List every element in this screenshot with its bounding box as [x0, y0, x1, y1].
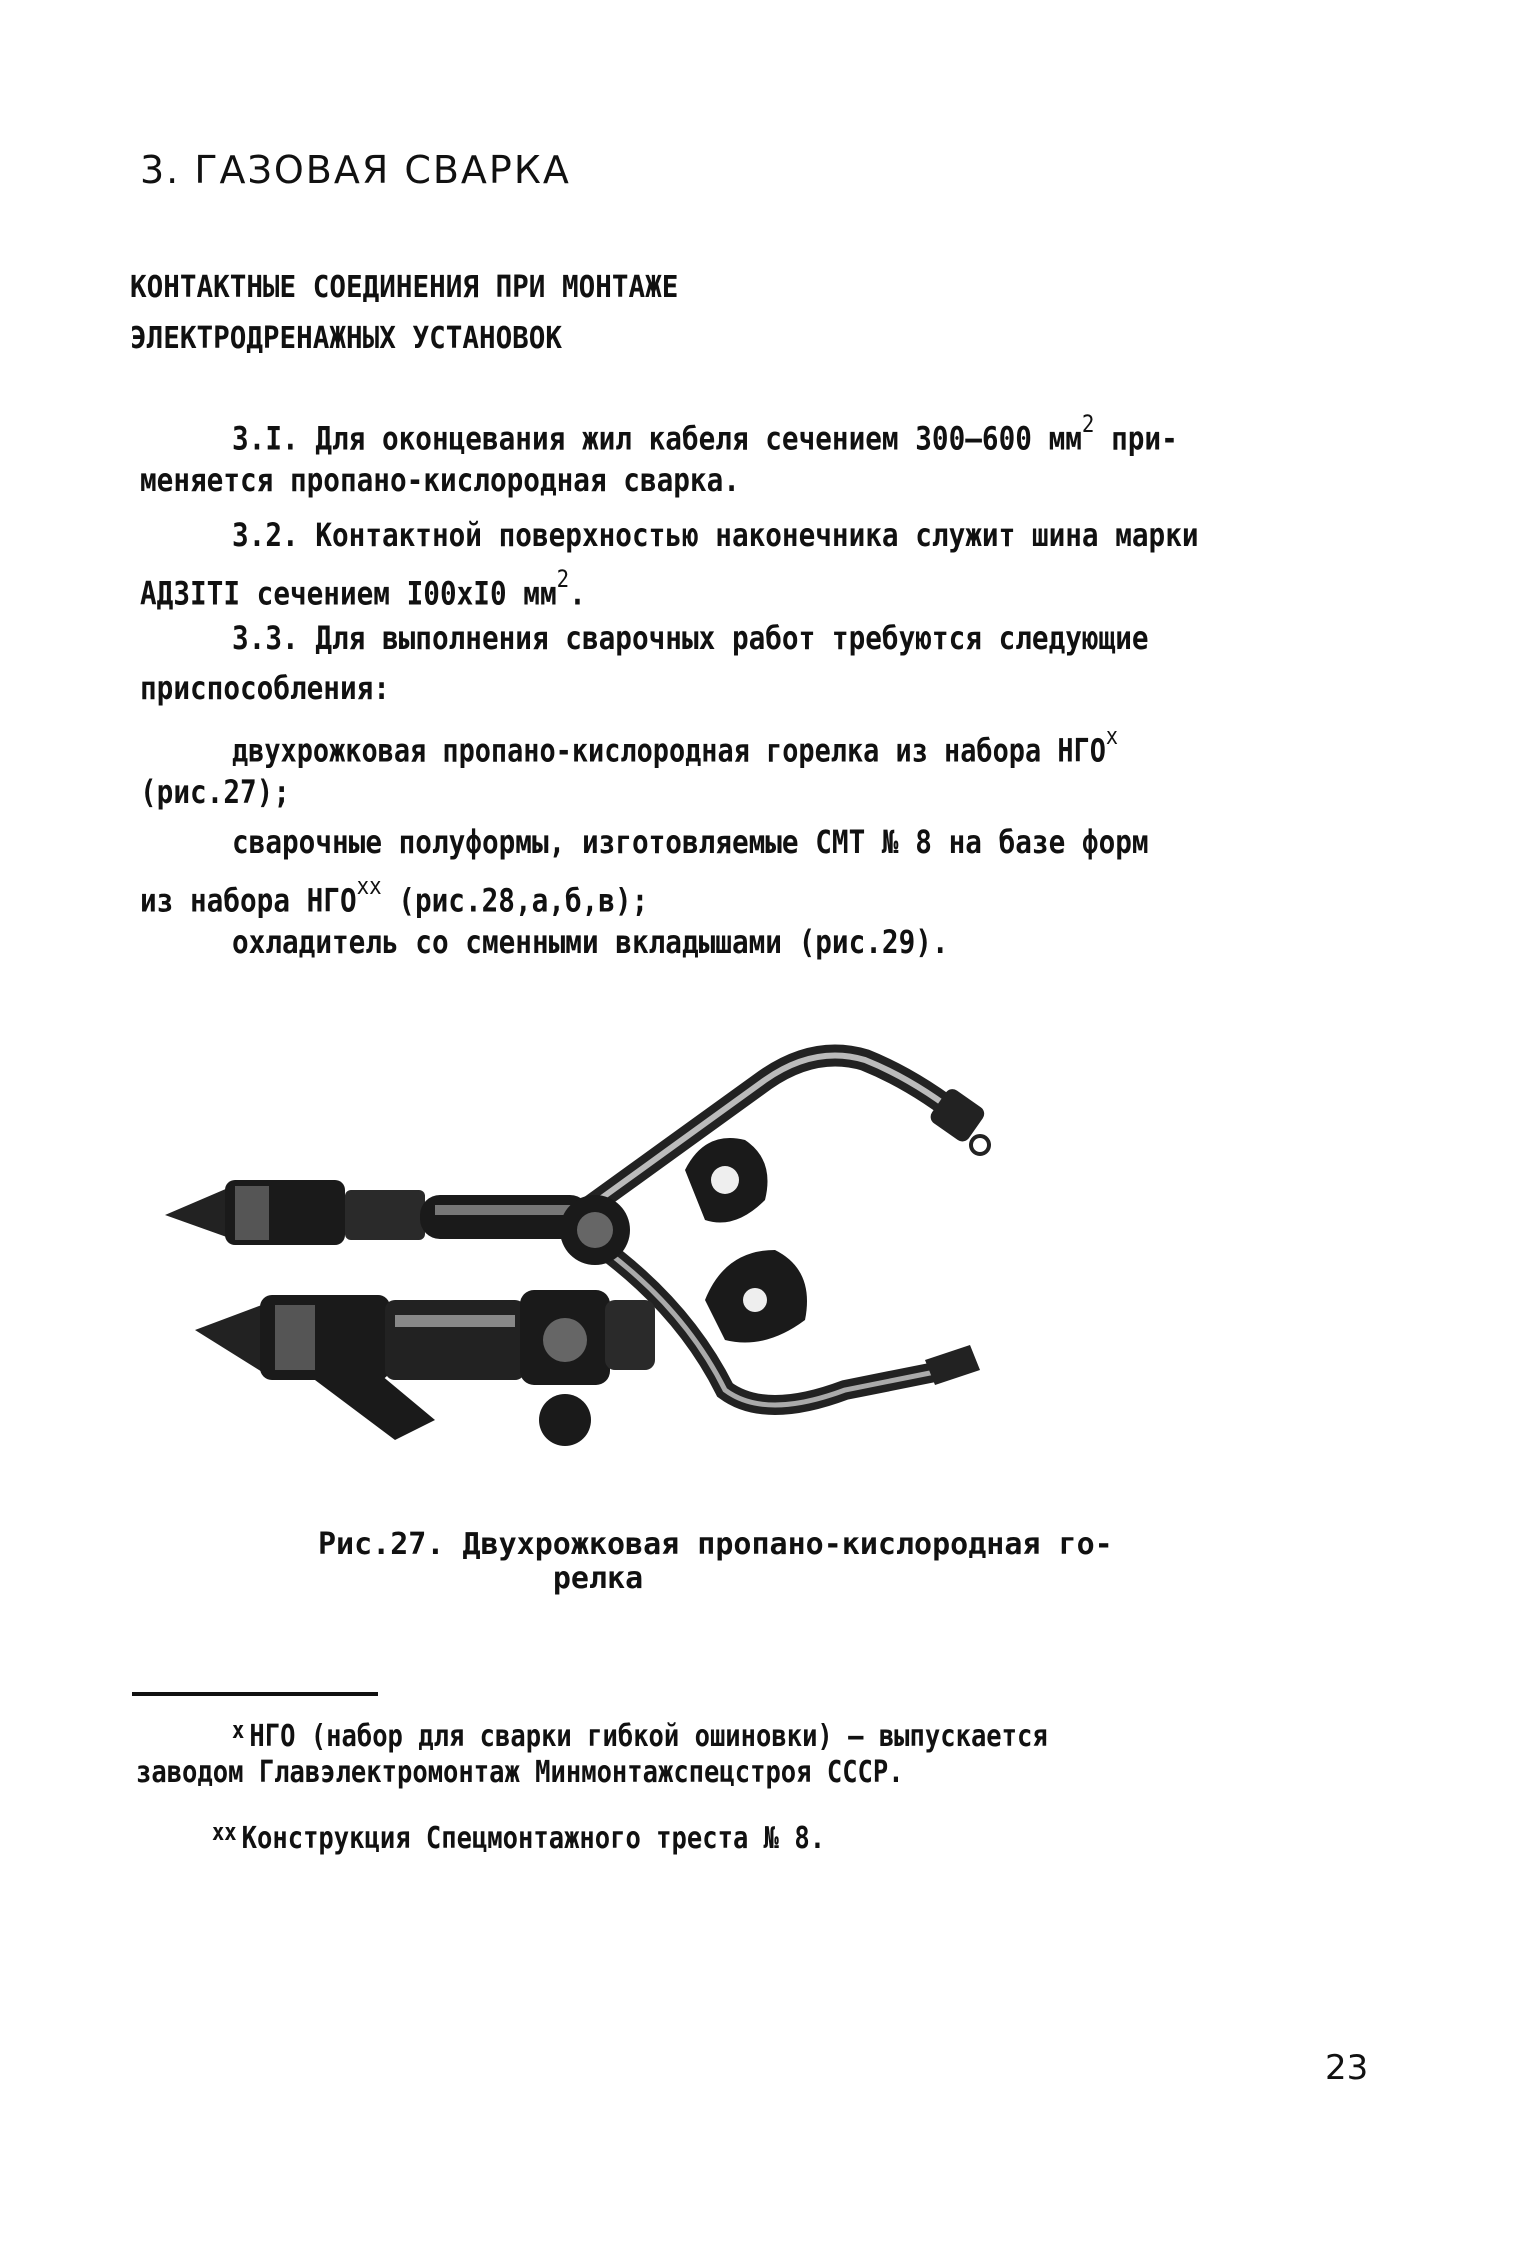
figure-caption-line-1: Рис.27. Двухрожковая пропано-кислородная го-	[318, 1527, 1113, 1562]
page-number: 23	[1325, 2048, 1369, 2088]
section-title: 3. ГАЗОВАЯ СВАРКА	[140, 148, 571, 192]
figure-caption	[318, 1528, 1218, 1596]
paragraph-3-1-line-2: меняется пропано-кислородная сварка.	[140, 461, 740, 499]
subsection-heading	[130, 262, 678, 364]
figure-caption-line-2: релка	[552, 1561, 644, 1596]
two-nozzle-gas-torch-photo-icon	[165, 1000, 1205, 1500]
list-item-molds-line-1: сварочные полуформы, изготовляемые СМТ № 8 на базе форм	[232, 823, 1149, 861]
list-item-cooler: охладитель со сменными вкладышами (рис.29).	[232, 923, 949, 961]
footnote-divider	[132, 1692, 378, 1696]
paragraph-3-3-line-2: приспособления:	[140, 669, 390, 707]
list-item-torch-line-2: (рис.27);	[140, 773, 290, 811]
paragraph-3-3-line-1: 3.3. Для выполнения сварочных работ требуются следующие	[232, 619, 1149, 657]
subsection-heading-line-2: ЭЛЕКТРОДРЕНАЖНЫХ УСТАНОВОК	[130, 321, 563, 356]
paragraph-3-2-line-1: 3.2. Контактной поверхностью наконечника служит шина марки	[232, 516, 1199, 554]
footnote-1-line-1: $^х$ НГО (набор для сварки гибкой ошиновки) – выпускается	[232, 1716, 1048, 1754]
footnote-1-line-2: заводом Главэлектромонтаж Минмонтажспецстроя СССР.	[136, 1755, 904, 1790]
footnote-2: $^{хх}$ Конструкция Спецмонтажного треста № 8.	[212, 1818, 826, 1856]
list-item-torch-line-1: двухрожковая пропано-кислородная горелка из набора $НГО^х$	[232, 722, 1119, 770]
paragraph-3-1-line-1: 3.I. Для оконцевания жил кабеля сечением 300–600 $мм^2$ при-	[232, 410, 1178, 458]
list-item-molds-line-2: из набора $НГО^{хх}$ (рис.28,а,б,в);	[140, 872, 649, 920]
subsection-heading-line-1: КОНТАКТНЫЕ СОЕДИНЕНИЯ ПРИ МОНТАЖЕ	[130, 270, 679, 305]
paragraph-3-2-line-2: АДЗIТI сечением I00хI0 $мм^2$.	[140, 565, 586, 613]
